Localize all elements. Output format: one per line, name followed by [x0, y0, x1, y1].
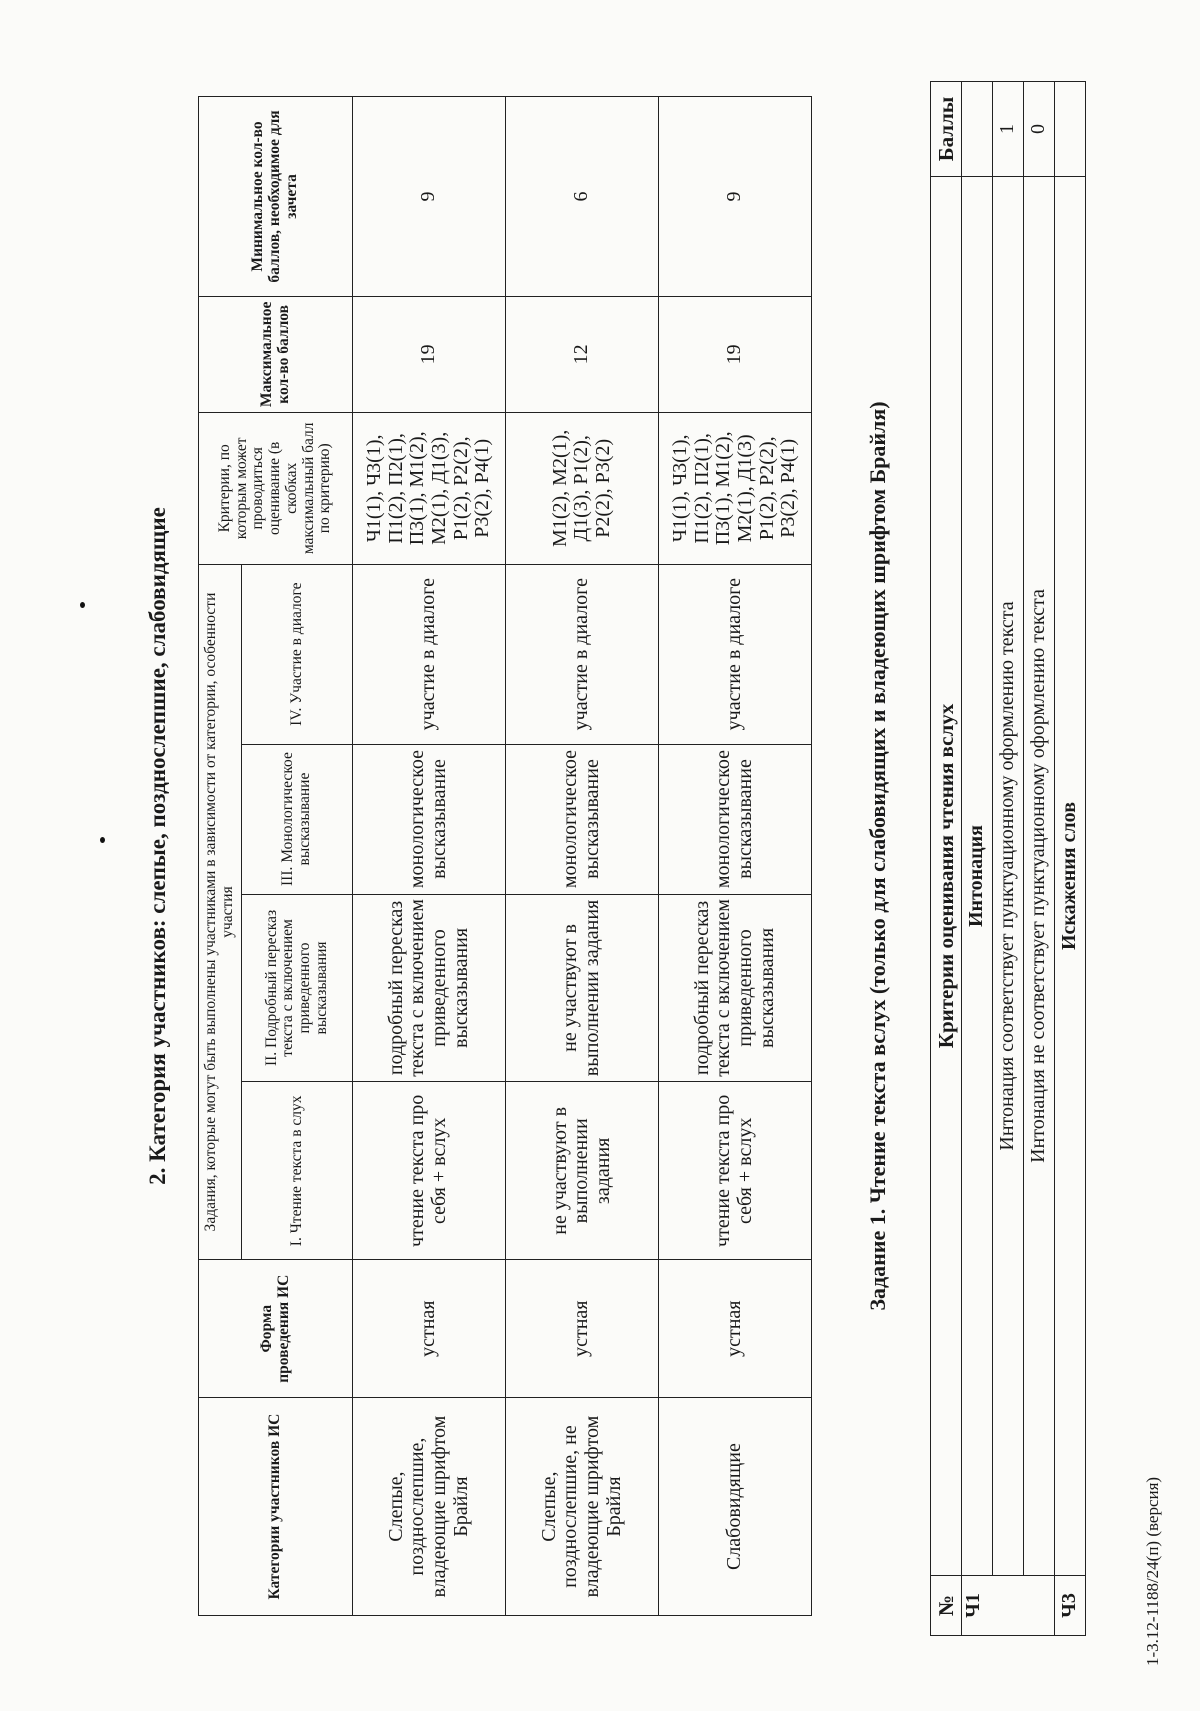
header-task3: III. Монологическое высказывание: [242, 744, 353, 894]
row-task4: участие в диалоге: [353, 564, 506, 744]
criterion-ch1-option-2-points: 0: [1024, 82, 1055, 177]
row-category: Слепые, позднослепшие, не владеющие шрифтом Брайля: [506, 1398, 659, 1616]
header-min: Минимальное кол-во баллов, необходимое для зачета: [199, 97, 353, 297]
row-task2: подробный пересказ текста с включением приведенного высказывания: [353, 894, 506, 1082]
header-max: Максимальное кол-во баллов: [199, 296, 353, 412]
row-criteria: Ч1(1), Ч3(1), П1(2), П2(1), П3(1), М1(2), М2(1), Д1(3), Р1(2), Р2(2), Р3(2), Р4(1): [353, 412, 506, 564]
row-task2: не участвуют в выполнении задания: [506, 894, 659, 1082]
criterion-ch1-title: Интонация: [962, 177, 993, 1576]
row-max: 12: [506, 296, 659, 412]
points-header: Баллы: [931, 82, 962, 177]
criterion-ch1-option-1: Интонация соответствует пунктуационному оформлению текста: [993, 177, 1024, 1576]
header-tasks-group: Задания, которые могут быть выполнены участниками в зависимости от категории, особенности участия: [199, 564, 242, 1260]
row-task3: монологическое высказывание: [353, 744, 506, 894]
header-categories: Категории участников ИС: [199, 1398, 353, 1616]
header-task2: II. Подробный пересказ текста с включением приведенного высказывания: [242, 894, 353, 1082]
row-min: 9: [353, 97, 506, 297]
row-task1: не участвуют в выполнении задания: [506, 1082, 659, 1260]
row-task2: подробный пересказ текста с включением приведенного высказывания: [659, 894, 812, 1082]
row-task4: участие в диалоге: [506, 564, 659, 744]
criterion-ch3-title: Искажения слов: [1055, 177, 1086, 1576]
row-form: устная: [659, 1260, 812, 1398]
criterion-ch1-option-1-points: 1: [993, 82, 1024, 177]
criterion-ch1-option-2: Интонация не соответствует пунктуационному оформлению текста: [1024, 177, 1055, 1576]
task1-title: Задание 1. Чтение текста вслух (только для слабовидящих и владеющих шрифтом Брайля): [865, 401, 890, 1311]
row-min: 6: [506, 97, 659, 297]
scan-speck: [100, 837, 105, 843]
row-form: устная: [353, 1260, 506, 1398]
row-max: 19: [659, 296, 812, 412]
criterion-ch3: Ч3: [1055, 1576, 1086, 1636]
row-category: Слепые, позднослепшие, владеющие шрифтом Брайля: [353, 1398, 506, 1616]
document-footer: 1-3.12-1188/24(п) (версия): [1143, 1476, 1162, 1666]
participants-table: [198, 96, 812, 1616]
row-criteria: Ч1(1), Ч3(1), П1(2), П2(1), П3(1), М1(2), М2(1), Д1(3) Р1(2), Р2(2), Р3(2), Р4(1): [659, 412, 812, 564]
header-form: Форма проведения ИС: [199, 1260, 353, 1398]
criteria-header: Критерии оценивания чтения вслух: [931, 177, 962, 1576]
row-task3: монологическое высказывание: [506, 744, 659, 894]
table-row: [659, 97, 812, 1616]
header-task1: I. Чтение текста в слух: [242, 1082, 353, 1260]
row-task1: чтение текста про себя + вслух: [659, 1082, 812, 1260]
row-form: устная: [506, 1260, 659, 1398]
row-task3: монологическое высказывание: [659, 744, 812, 894]
criteria-num-header: №: [931, 1576, 962, 1636]
criterion-ch1: Ч1: [962, 1576, 1055, 1636]
row-task4: участие в диалоге: [659, 564, 812, 744]
header-criteria: Критерии, по которым может проводиться оценивание (в скобках максимальный балл по критерию): [199, 412, 353, 564]
criteria-table: [930, 81, 1086, 1636]
row-min: 9: [659, 97, 812, 297]
table-row: [506, 97, 659, 1616]
row-criteria: М1(2), М2(1), Д1(3), Р1(2), Р2(2), Р3(2): [506, 412, 659, 564]
row-max: 19: [353, 296, 506, 412]
row-task1: чтение текста про себя + вслух: [353, 1082, 506, 1260]
row-category: Слабовидящие: [659, 1398, 812, 1616]
header-task4: IV. Участие в диалоге: [242, 564, 353, 744]
scan-speck: [80, 602, 85, 608]
section-title: 2. Категория участников: слепые, позднослепшие, слабовидящие: [145, 507, 170, 1185]
table-row: [353, 97, 506, 1616]
